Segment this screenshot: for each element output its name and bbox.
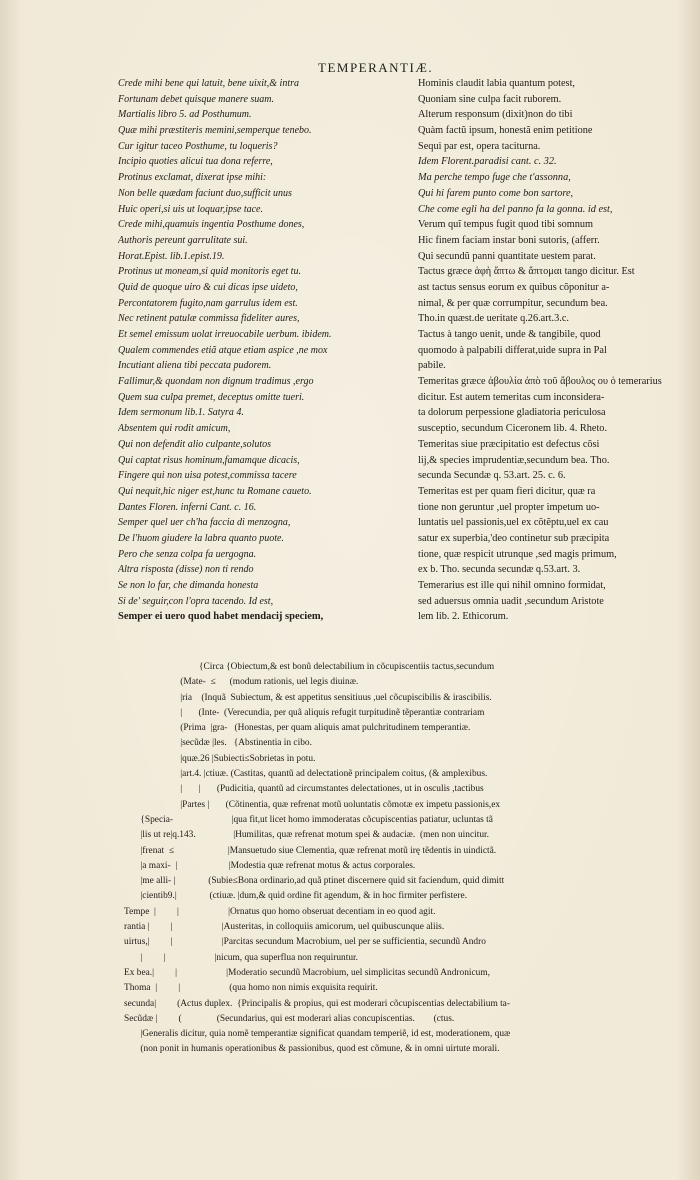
table-line: | | (Pudicitia, quantũ ad circumstantes delectationes, ut in osculis ,tactibus — [124, 784, 484, 795]
verse-line: De l'huom giudere la labra quanto puote. — [118, 532, 284, 544]
commentary-line: luntatis uel passionis,uel ex cõtẽptu,uel ex cau — [418, 517, 609, 529]
commentary-line: pabile. — [418, 360, 446, 372]
table-line: |cientib9.| (ctiuæ. |dum,& quid ordine fit agendum, & in hoc firmiter perfistere. — [124, 891, 468, 902]
commentary-line: Ma perche tempo fuge che t'assonna, — [418, 172, 571, 184]
verse-line: Crede mihi bene qui latuit, bene uixit,& intra — [118, 78, 299, 89]
commentary-line: Hic finem faciam instar boni sutoris, (afferr. — [418, 234, 600, 246]
commentary-line: secunda Secundæ q. 53.art. 25. c. 6. — [418, 470, 566, 482]
commentary-line: susceptio, secundum Ciceronem lib. 4. Rheto. — [418, 423, 608, 435]
commentary-line: lem lib. 2. Ethicorum. — [418, 611, 509, 623]
commentary-line: Quoniam sine culpa facit ruborem. — [418, 93, 562, 105]
table-line: Ex bea.| | |Moderatio secundũ Macrobium, uel simplicitas secundũ Andronicum, — [124, 967, 490, 978]
verse-line: Nec retinent patulæ commissa fideliter aures, — [118, 313, 300, 325]
commentary-line: Hominis claudit labia quantum potest, — [418, 78, 576, 89]
commentary-line: ta dolorum perpessione gladiatoria periculosa — [418, 407, 606, 419]
verse-line: Fingere qui non uisa potest,commissa tacere — [118, 470, 297, 482]
table-line: Secũdæ | ( (Secundarius, qui est moderari alias concupiscentias. (ctus. — [124, 1013, 455, 1024]
commentary-line: tione non geruntur ,uel propter impetum uo- — [418, 501, 600, 513]
verse-line: Si de' seguir,con l'opra tacendo. Id est, — [118, 595, 274, 607]
verse-line: Idem sermonum lib.1. Satyra 4. — [118, 407, 244, 419]
table-line: Thoma | | (qua homo non nimis exquisita requirit. — [124, 983, 378, 994]
verse-line: Incipio quoties alicui tua dona referre, — [118, 156, 273, 168]
left-column-verses — [118, 76, 414, 625]
table-line: secunda| (Actus duplex. {Principalis & propius, qui est moderari cõcupiscentias delectabilium ta- — [124, 998, 510, 1009]
verse-line: Crede mihi,quamuis ingentia Posthume dones, — [118, 219, 305, 231]
commentary-line: Quàm factũ ipsum, honestã enim petitione — [418, 125, 593, 137]
verse-line: Fortunam debet quisque manere suam. — [118, 93, 274, 105]
verse-line: Et semel emissum uolat irreuocabile uerbum. ibidem. — [118, 329, 332, 340]
verse-line: Non belle quædam faciunt duo,sufficit unus — [118, 187, 292, 199]
table-line: |me alli- | (Subie≤Bona ordinario,ad quã ptinet discernere quid sit faciendum, quid dimitt — [124, 876, 505, 887]
verse-line: Se non lo far, che dimanda honesta — [118, 580, 259, 591]
verse-line: Semper ei uero quod habet mendacij speciem, — [118, 611, 324, 623]
verse-line: Huic operi,si uis ut loquar,ipse tace. — [118, 203, 263, 215]
verse-line: Qui non defendit alio culpante,solutos — [118, 438, 272, 450]
table-line: |Generalis dicitur, quia nomẽ temperantiæ significat quandam temperiẽ, id est, moderationem, quæ — [124, 1029, 511, 1040]
table-line: rantia | | |Austeritas, in colloquiis amicorum, uel quibuscunque aliis. — [124, 922, 445, 933]
verse-line: Fallimur,& quondam non dignum tradimus ,ergo — [118, 376, 314, 388]
verse-line: Incutiant aliena tibi peccata pudorem. — [118, 360, 272, 372]
verse-line: Percontatorem fugito,nam garrulus idem est. — [118, 297, 298, 309]
commentary-line: quomodo à palpabili differat,uide supra in Pal — [418, 344, 607, 356]
verse-line: Dantes Floren. inferni Cant. c. 16. — [118, 501, 257, 513]
table-line: |secũdæ |les. {Abstinentia in cibo. — [124, 738, 312, 749]
commentary-line: Temeritas est per quam fieri dicitur, quæ ra — [418, 485, 596, 497]
table-line: |a maxi- | |Modestia quæ refrenat motus & actus corporales. — [124, 860, 416, 871]
table-line: |ria (Inquã Subiectum, & est appetitus sensitiuus ,uel cõcupiscibilis & irascibilis. — [124, 692, 492, 703]
table-line: uirtus,| | |Parcitas secundum Macrobium, uel per se sufficientia, secundũ Andro — [124, 937, 486, 948]
commentary-line: Tactus græce ἁφὴ ἄπτω & ἅπτομαι tango dicitur. Est — [418, 266, 635, 278]
table-line: {Specia- |qua fit,ut licet homo immoderatas cõcupiscentias patiatur, ucluntas tã — [124, 814, 493, 825]
verse-line: Protinus exclamat, dixerat ipse mihi: — [118, 172, 267, 184]
table-line: |quæ.26 |Subiecti≤Sobrietas in potu. — [124, 753, 316, 764]
verse-line: Authoris pereunt garrulitate sui. — [118, 234, 248, 246]
verse-line: Qui captat risus hominum,famamque dicacis, — [118, 454, 300, 466]
commentary-line: Temerarius est ille qui nihil omnino formidat, — [418, 580, 606, 591]
verse-line: Quem sua culpa premet, deceptus omitte tueri. — [118, 391, 305, 403]
commentary-line: ex b. Tho. secunda secundæ q.53.art. 3. — [418, 564, 581, 576]
verse-line: Martialis libro 5. ad Posthumum. — [118, 109, 252, 121]
commentary-line: Idem Florent.paradisi cant. c. 32. — [418, 156, 557, 168]
commentary-line: tione, quæ respicit utrunque ,sed magis primum, — [418, 548, 617, 560]
verse-line: Altra risposta (disse) non ti rendo — [118, 564, 254, 576]
table-line: |frenat ≤ |Mansuetudo siue Clementia, quæ refrenat motũ irę tẽdentis in uindictã. — [124, 845, 497, 856]
verse-line: Cur igitur taceo Posthume, tu loqueris? — [118, 140, 278, 152]
verse-line: Protinus ut moneam,si quid monitoris eget tu. — [118, 266, 301, 278]
verse-line: Qualem commendes etiã atque etiam aspice ,ne mox — [118, 344, 328, 356]
verse-line: Quæ mihi præstiteris memini,semperque tenebo. — [118, 125, 312, 137]
commentary-line: Sequi par est, opera taciturna. — [418, 140, 541, 152]
verse-line: Semper quel uer ch'ha faccia di menzogna, — [118, 517, 291, 529]
verse-line: Qui nequit,hic niger est,hunc tu Romane caueto. — [118, 485, 312, 497]
running-head: TEMPERANTIÆ. — [318, 60, 434, 75]
commentary-line: sed aduersus omnia uadit ,secundum Aristote — [418, 595, 604, 607]
table-line: (Mate- ≤ (modum rationis, uel legis diuinæ. — [124, 677, 359, 688]
commentary-line: lij,& species imprudentiæ,secundum bea. Tho. — [418, 454, 610, 466]
verse-line: Pero che senza colpa fa uergogna. — [118, 548, 257, 560]
table-line: |art.4. |ctiuæ. (Castitas, quantũ ad delectationẽ principalem coitus, (& amplexibus. — [124, 769, 488, 780]
verse-line: Quid de quoque uiro & cui dicas ipse uideto, — [118, 281, 298, 293]
table-line: | | |nicum, qua superflua non requiruntur. — [124, 952, 358, 963]
commentary-line: nimal, & per quæ corrumpitur, secundum bea. — [418, 297, 608, 309]
table-line: (Prima |gra- (Honestas, per quam aliquis amat pulchritudinem temperantiæ. — [124, 723, 471, 734]
table-line: Tempe | | |Ornatus quo homo obseruat decentiam in eo quod agit. — [124, 906, 436, 917]
commentary-line: ast tactus sensus eorum ex quibus cõponitur a- — [418, 281, 610, 293]
right-column-commentary — [418, 76, 680, 625]
table-line: |Partes | (Cõtinentia, quæ refrenat motũ uoluntatis cõmotæ ex impetu passionis,ex — [124, 799, 501, 810]
commentary-line: Tho.in quæst.de ueritate q.26.art.3.c. — [418, 313, 569, 325]
commentary-line: Qui hi farem punto come bon sartore, — [418, 187, 574, 199]
verse-line: Absentem qui rodit amicum, — [118, 423, 231, 435]
verse-line: Horat.Epist. lib.1.epist.19. — [118, 250, 225, 262]
commentary-line: Qui secundũ panni quantitate uestem parat. — [418, 250, 596, 262]
commentary-line: Tactus à tango uenit, unde & tangibile, quod — [418, 329, 601, 340]
commentary-line: Alterum responsum (dixit)non do tibi — [418, 109, 573, 121]
table-line: |lis ut re|q.143. |Humilitas, quæ refrenat motum spei & audaciæ. (men non uincitur. — [124, 830, 489, 841]
commentary-line: Temeritas græce ἀβουλία ἀπὸ τοῦ ἄβουλος ου ὁ temerarius — [418, 376, 662, 388]
commentary-line: Temeritas siue præcipitatio est defectus cõsi — [418, 438, 600, 450]
commentary-line: dicitur. Est autem temeritas cum inconsidera- — [418, 391, 605, 403]
table-line: | (Inte- (Verecundia, per quã aliquis refugit turpitudinẽ tẽperantiæ contrariam — [124, 707, 485, 718]
commentary-line: Verum quĩ tempus fugit quod tibi somnum — [418, 219, 594, 231]
commentary-line: Che come egli ha del panno fa la gonna. id est, — [418, 203, 613, 215]
commentary-line: satur ex superbia,'deo continetur sub præcipita — [418, 532, 610, 544]
temperantia-division-table — [124, 660, 694, 1058]
table-line: {Circa {Obiectum,& est bonũ delectabilium in cõcupiscentiis tactus,secundum — [124, 662, 495, 672]
table-line: (non ponit in humanis operationibus & passionibus, quod est cõmune, & in omni uirtute morali. — [124, 1044, 500, 1055]
